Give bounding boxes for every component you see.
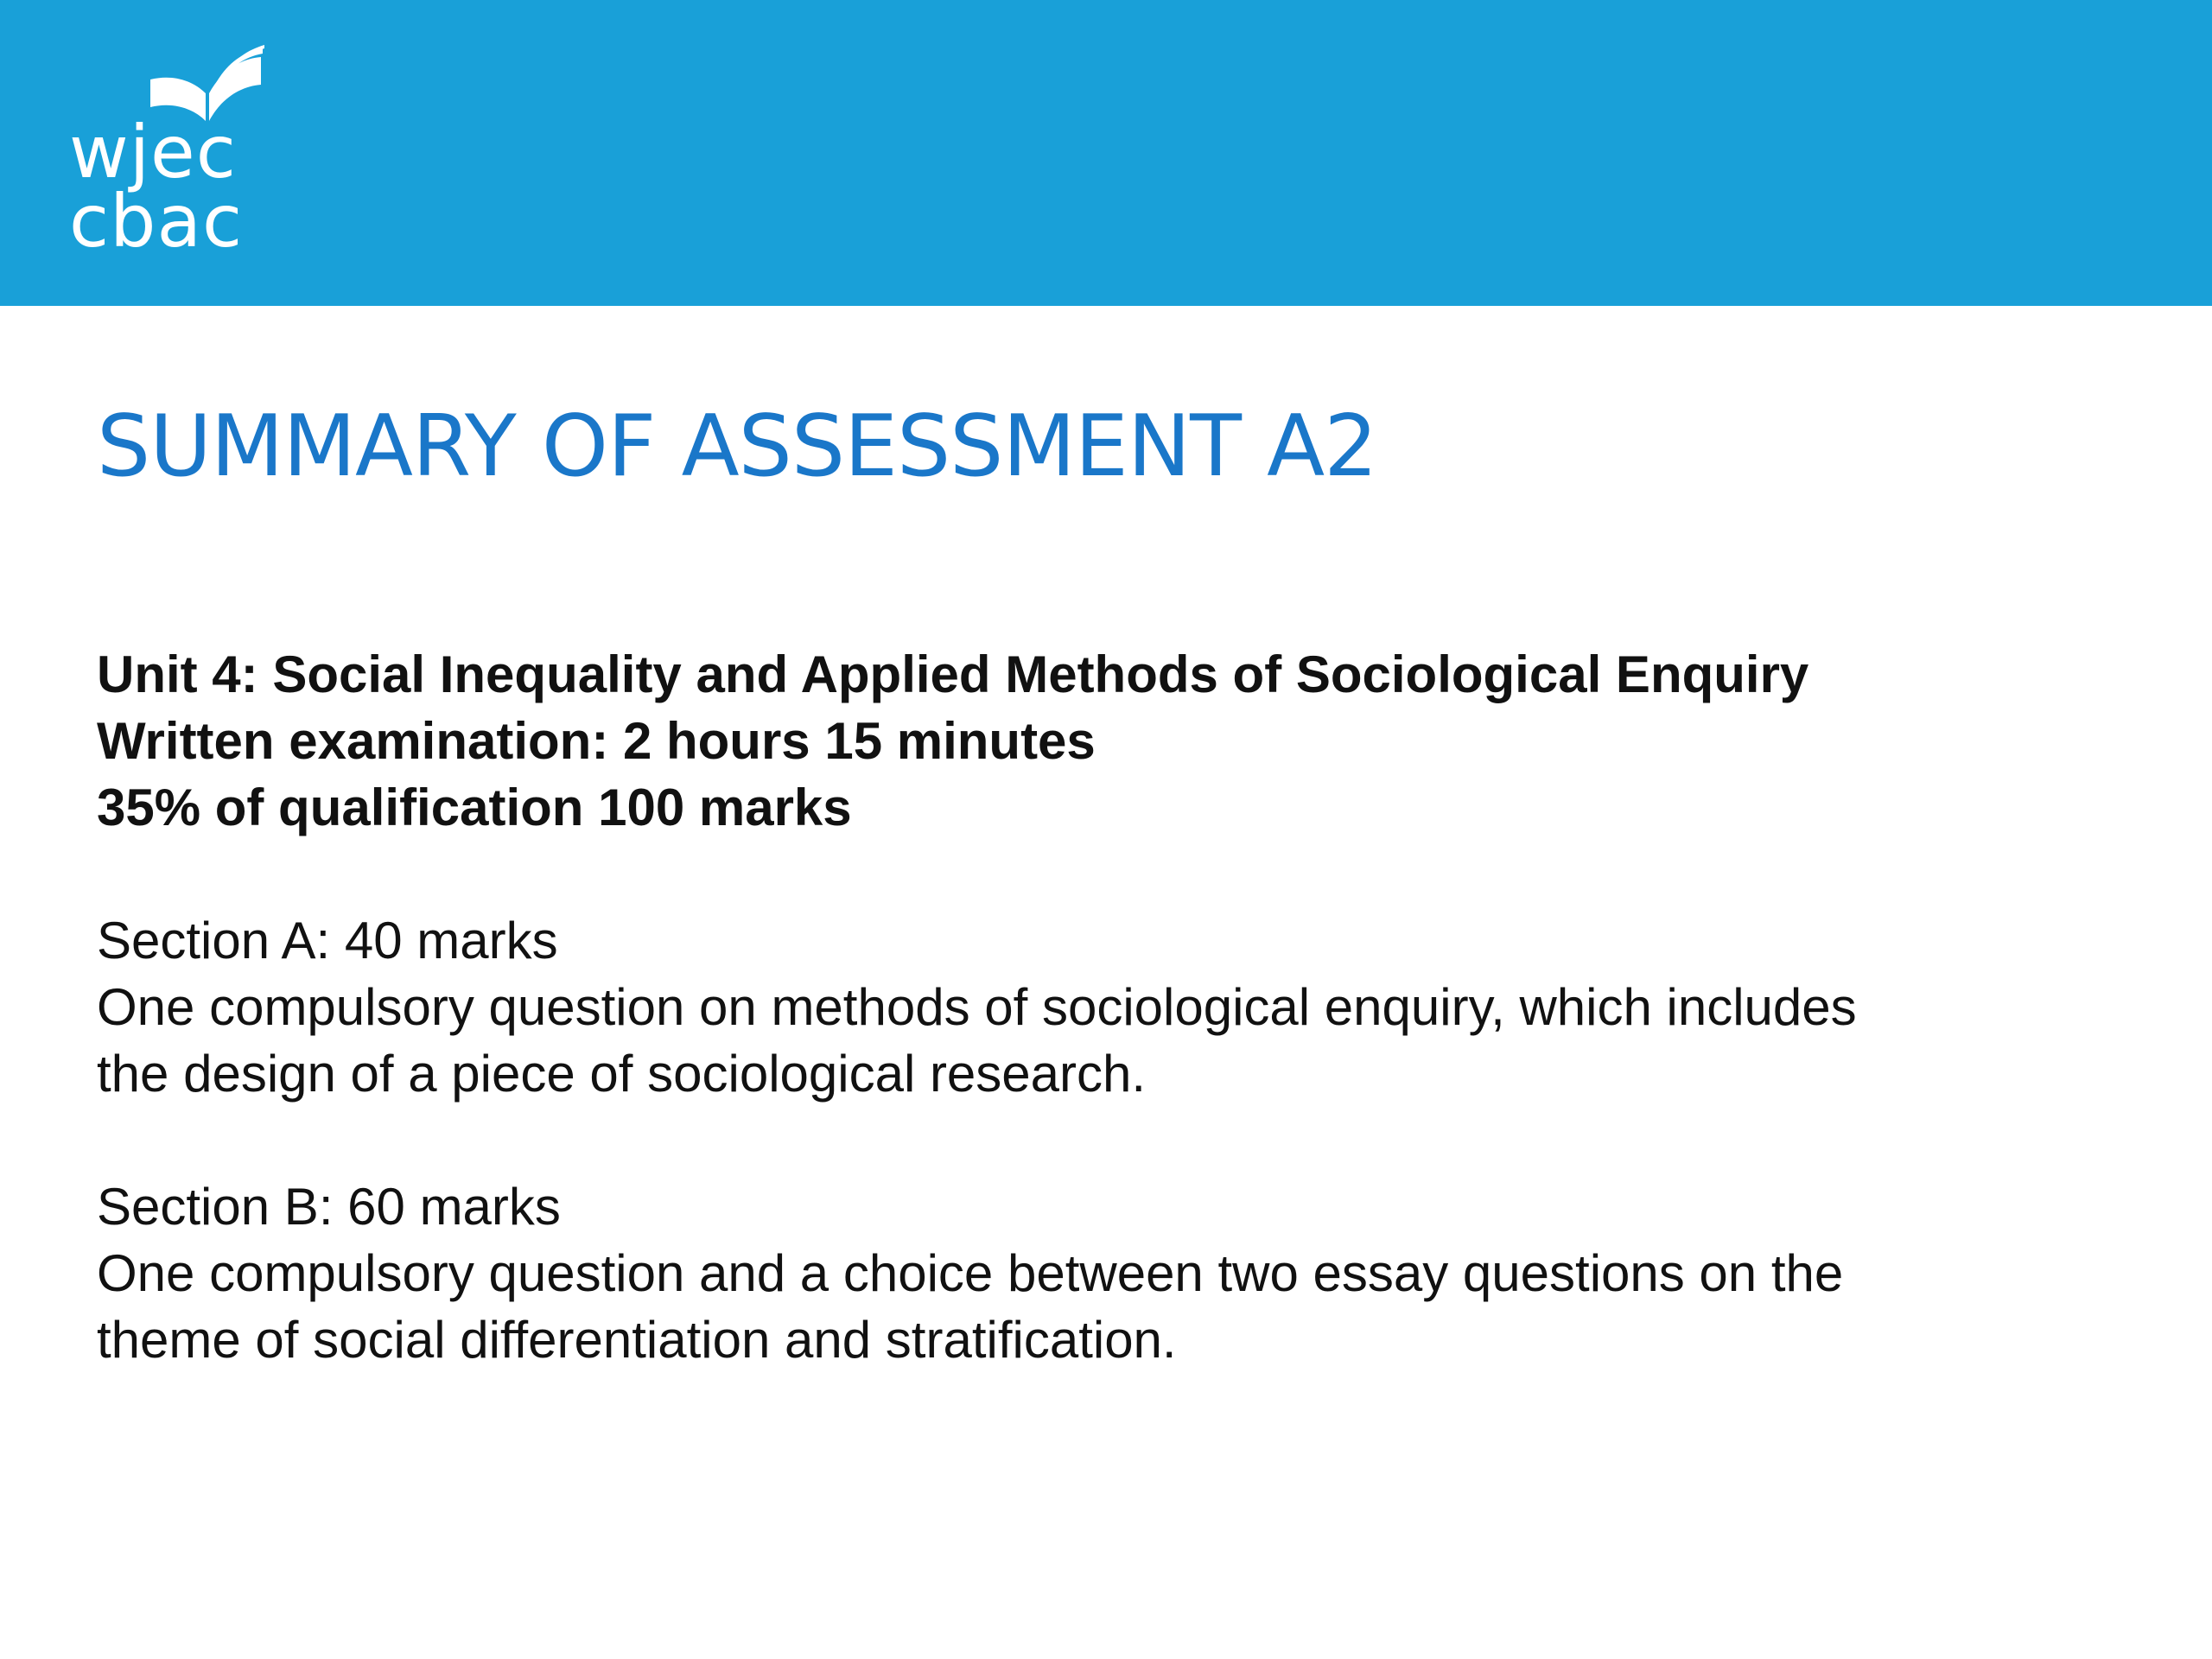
wjec-cbac-logo <box>69 45 276 264</box>
section-a-text-line2: the design of a piece of sociological research. <box>97 1045 1147 1103</box>
header-banner <box>0 0 2212 306</box>
section-b-text-line1: One compulsory question and a choice between two essay questions on the <box>97 1244 1844 1302</box>
qualification-weight: 35% of qualification 100 marks <box>97 779 852 836</box>
exam-duration: Written examination: 2 hours 15 minutes <box>97 712 1096 770</box>
section-b-text-line2: theme of social differentiation and stratification. <box>97 1311 1177 1369</box>
section-a-text-line1: One compulsory question on methods of sociological enquiry, which includes <box>97 978 1857 1036</box>
slide-title: SUMMARY OF ASSESSMENT A2 <box>97 397 1377 496</box>
spacer <box>97 1107 2119 1173</box>
logo-text-wjec: wjec <box>69 110 237 194</box>
unit-name: Unit 4: Social Inequality and Applied Methods of Sociological Enquiry <box>97 645 1809 703</box>
slide-body <box>97 641 2119 1373</box>
spacer <box>97 841 2119 907</box>
section-b-heading: Section B: 60 marks <box>97 1178 561 1236</box>
logo-text-cbac: cbac <box>69 179 244 264</box>
section-a-heading: Section A: 40 marks <box>97 912 558 969</box>
